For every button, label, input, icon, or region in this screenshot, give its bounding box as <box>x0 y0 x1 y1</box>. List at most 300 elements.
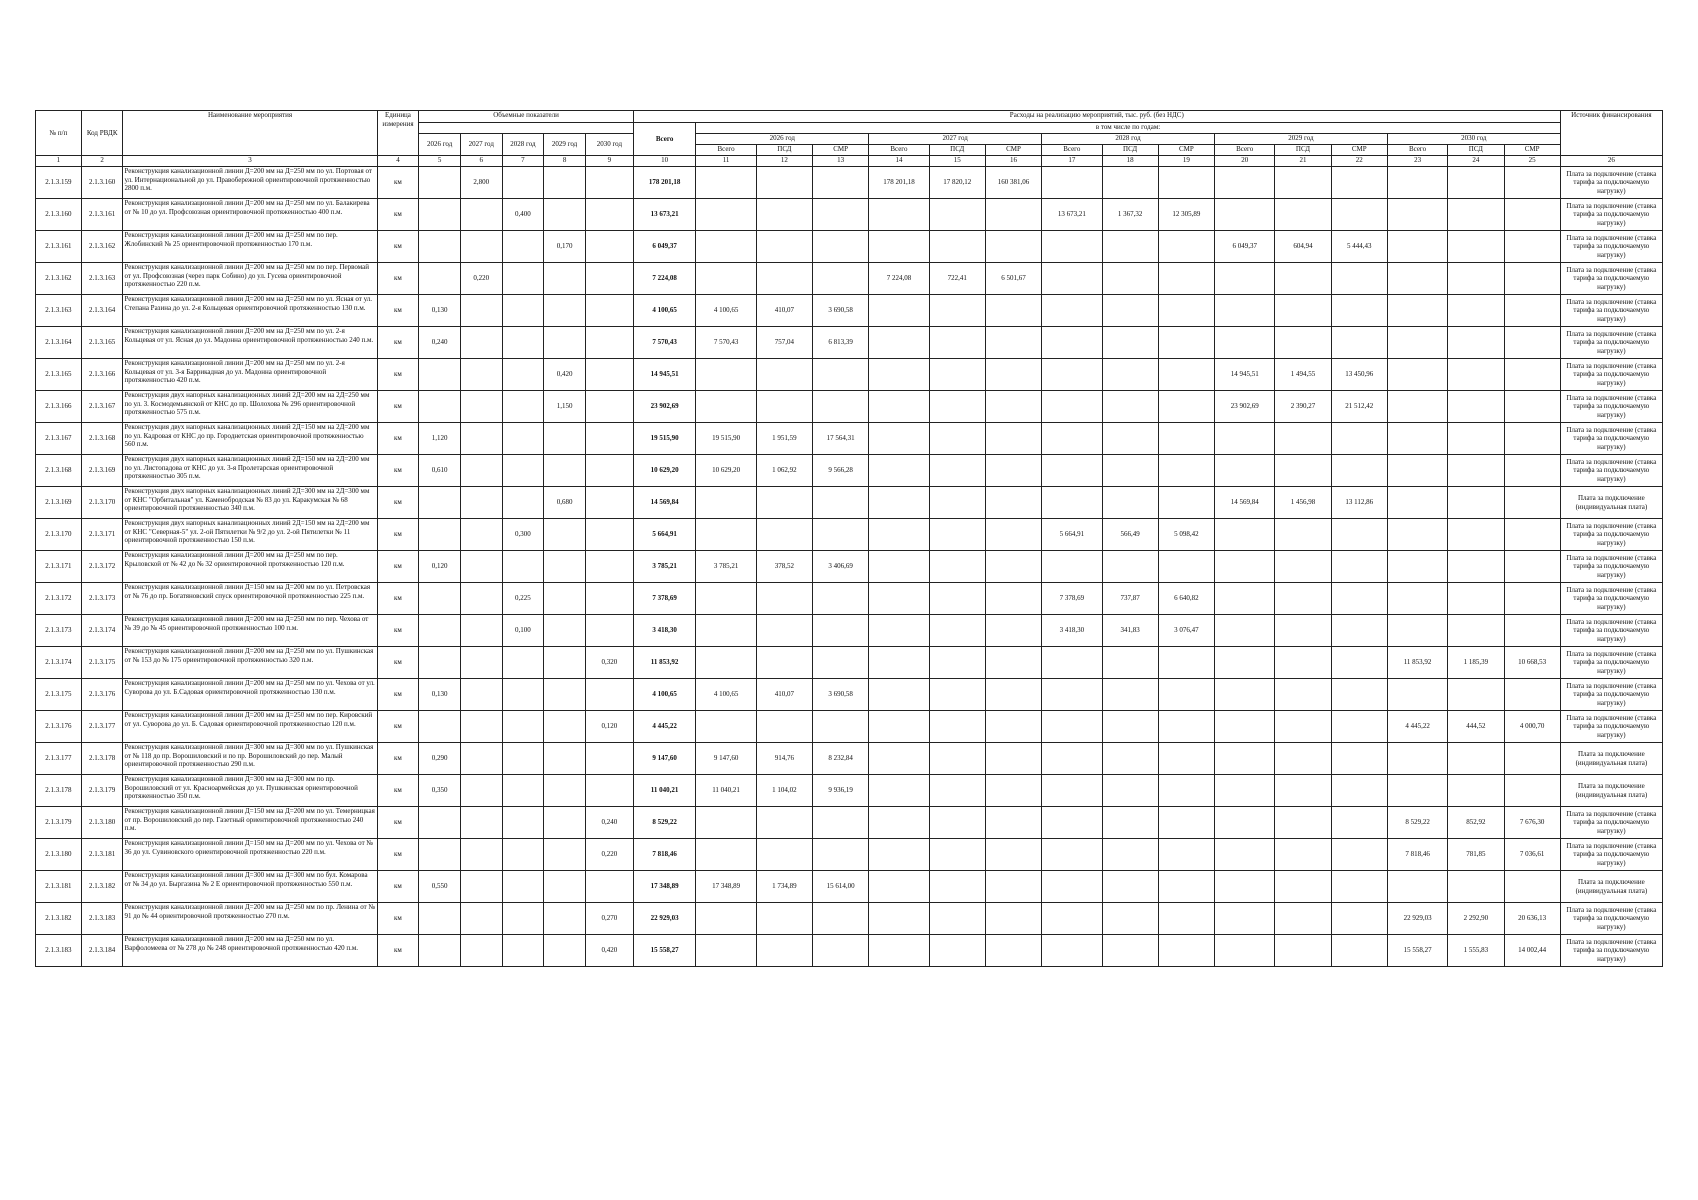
column-number: 4 <box>377 156 419 167</box>
row-year-smr: 7 676,30 <box>1504 807 1560 839</box>
row-code: 2.1.3.166 <box>81 359 123 391</box>
row-year-smr <box>813 839 869 871</box>
row-year-smr: 17 564,31 <box>813 423 869 455</box>
row-year-total <box>1042 231 1102 263</box>
row-year-smr <box>1504 423 1560 455</box>
row-year-smr: 14 002,44 <box>1504 935 1560 967</box>
row-year-psd: 781,85 <box>1448 839 1504 871</box>
row-volume <box>502 903 544 935</box>
row-year-psd <box>1448 679 1504 711</box>
row-year-psd <box>929 679 985 711</box>
table-row <box>36 647 1663 679</box>
row-year-total <box>696 583 756 615</box>
row-year-smr <box>813 263 869 295</box>
row-volume <box>460 519 502 551</box>
row-name: Реконструкция канализационной линии Д=200 мм на Д=250 мм по пер. Чехова от № 39 до № 45 ориентировочной протяженностью 100 п.м. <box>123 615 377 647</box>
row-year-psd <box>1448 583 1504 615</box>
row-volume <box>585 583 633 615</box>
row-year-smr <box>1331 199 1387 231</box>
row-year-total: 11 040,21 <box>696 775 756 807</box>
row-total: 23 902,69 <box>633 391 695 423</box>
header-sub-smr: СМР <box>985 145 1041 156</box>
row-year-psd <box>1102 775 1158 807</box>
row-year-psd <box>1275 775 1331 807</box>
row-volume: 0,400 <box>502 199 544 231</box>
row-volume <box>419 615 461 647</box>
row-source: Плата за подключение (ставка тарифа за подключаемую нагрузку) <box>1560 519 1662 551</box>
table-row <box>36 743 1663 775</box>
row-code: 2.1.3.171 <box>81 519 123 551</box>
row-volume <box>419 711 461 743</box>
row-year-psd <box>756 167 812 199</box>
row-year-psd <box>929 295 985 327</box>
row-volume <box>585 295 633 327</box>
column-number: 18 <box>1102 156 1158 167</box>
header-sub-total: Всего <box>869 145 929 156</box>
table-row <box>36 935 1663 967</box>
table-row <box>36 679 1663 711</box>
row-year-smr <box>1504 295 1560 327</box>
row-volume <box>419 359 461 391</box>
row-volume <box>544 743 586 775</box>
row-year-smr <box>985 647 1041 679</box>
row-year-smr <box>1158 263 1214 295</box>
row-year-total <box>869 551 929 583</box>
row-year-smr <box>1331 775 1387 807</box>
row-year-total <box>869 679 929 711</box>
row-volume: 0,100 <box>502 615 544 647</box>
row-number: 2.1.3.163 <box>36 295 82 327</box>
row-year-psd <box>1102 263 1158 295</box>
row-year-total <box>1387 519 1447 551</box>
row-year-smr: 6 640,82 <box>1158 583 1214 615</box>
row-unit: км <box>377 583 419 615</box>
row-year-smr <box>1331 743 1387 775</box>
row-unit: км <box>377 295 419 327</box>
row-volume <box>460 743 502 775</box>
row-year-total <box>1214 455 1274 487</box>
row-year-smr <box>813 199 869 231</box>
row-year-total <box>696 615 756 647</box>
row-volume <box>460 231 502 263</box>
row-year-smr <box>985 679 1041 711</box>
header-sub-total: Всего <box>1214 145 1274 156</box>
row-year-smr: 6 501,67 <box>985 263 1041 295</box>
row-volume <box>460 327 502 359</box>
row-unit: км <box>377 519 419 551</box>
header-source: Источник финансирования <box>1560 111 1662 156</box>
row-code: 2.1.3.179 <box>81 775 123 807</box>
row-total: 4 445,22 <box>633 711 695 743</box>
row-name: Реконструкция двух напорных канализационных линий 2Д=300 мм на 2Д=300 мм от КНС "Орбитальная" ул. Каменобродская № 83 до ул. Каракумская № 68 ориентировочной протяженностью 340 п.м. <box>123 487 377 519</box>
row-year-psd <box>1448 615 1504 647</box>
row-year-smr <box>813 167 869 199</box>
table-row <box>36 615 1663 647</box>
row-volume <box>502 391 544 423</box>
row-year-total <box>1387 391 1447 423</box>
row-year-psd: 1 062,92 <box>756 455 812 487</box>
row-year-psd <box>1102 231 1158 263</box>
row-number: 2.1.3.181 <box>36 871 82 903</box>
row-volume <box>502 455 544 487</box>
row-total: 4 100,65 <box>633 679 695 711</box>
row-year-total <box>1042 647 1102 679</box>
row-year-total <box>696 519 756 551</box>
row-year-psd <box>929 391 985 423</box>
row-year-smr <box>1331 519 1387 551</box>
row-year-psd <box>1102 295 1158 327</box>
row-year-psd <box>1102 679 1158 711</box>
row-volume: 2,800 <box>460 167 502 199</box>
row-year-psd <box>756 263 812 295</box>
row-unit: км <box>377 327 419 359</box>
row-year-total: 8 529,22 <box>1387 807 1447 839</box>
table-row <box>36 551 1663 583</box>
row-volume <box>585 775 633 807</box>
header-sub-total: Всего <box>1387 145 1447 156</box>
row-year-smr <box>1504 679 1560 711</box>
row-year-total <box>1042 711 1102 743</box>
column-number: 20 <box>1214 156 1274 167</box>
row-year-total <box>1042 423 1102 455</box>
row-year-smr <box>985 743 1041 775</box>
row-year-psd <box>756 519 812 551</box>
row-year-psd: 1 951,59 <box>756 423 812 455</box>
row-code: 2.1.3.169 <box>81 455 123 487</box>
row-year-smr <box>1158 647 1214 679</box>
row-unit: км <box>377 391 419 423</box>
row-year-psd <box>1102 903 1158 935</box>
row-name: Реконструкция канализационной линии Д=150 мм на Д=200 мм по ул. Петровская от № 76 до пр. Богатяновский спуск ориентировочной протяженностью 225 п.м. <box>123 583 377 615</box>
row-year-smr <box>985 903 1041 935</box>
row-year-total <box>1042 775 1102 807</box>
row-year-psd <box>1102 391 1158 423</box>
column-number: 22 <box>1331 156 1387 167</box>
row-year-psd <box>1102 487 1158 519</box>
row-name: Реконструкция канализационной линии Д=300 мм на Д=300 мм по пр. Ворошиловский от ул. Красноармейская до ул. Пушкинская ориентировочной протяженностью 350 п.м. <box>123 775 377 807</box>
row-volume <box>544 871 586 903</box>
row-year-total: 3 418,30 <box>1042 615 1102 647</box>
row-volume <box>502 327 544 359</box>
row-name: Реконструкция канализационной линии Д=300 мм на Д=300 мм по ул. Пушкинская от № 118 до пр. Ворошиловский и по пр. Ворошиловский до пер. Малый ориентировочной протяженностью 290 п.м. <box>123 743 377 775</box>
row-year-smr <box>1504 519 1560 551</box>
row-volume: 0,610 <box>419 455 461 487</box>
row-year-total <box>696 199 756 231</box>
row-volume <box>502 935 544 967</box>
row-year-psd <box>1448 231 1504 263</box>
row-year-total <box>1387 423 1447 455</box>
row-year-total <box>869 455 929 487</box>
header-exp-year: 2026 год <box>696 134 869 145</box>
row-year-psd <box>929 615 985 647</box>
row-volume <box>502 871 544 903</box>
row-year-psd <box>1448 551 1504 583</box>
row-unit: км <box>377 487 419 519</box>
row-year-psd <box>756 903 812 935</box>
row-year-total <box>1214 743 1274 775</box>
row-number: 2.1.3.183 <box>36 935 82 967</box>
header-vol-year: 2028 год <box>502 134 544 156</box>
row-name: Реконструкция канализационной линии Д=200 мм на Д=250 мм по ул. Ясная от ул. Степана Разина до ул. 2-я Кольцевая ориентировочной протяженностью 130 п.м. <box>123 295 377 327</box>
row-year-psd: 2 390,27 <box>1275 391 1331 423</box>
row-code: 2.1.3.174 <box>81 615 123 647</box>
row-year-smr <box>1331 871 1387 903</box>
row-year-total: 7 224,08 <box>869 263 929 295</box>
row-volume <box>544 807 586 839</box>
row-year-smr: 9 936,19 <box>813 775 869 807</box>
header-volume-spacer <box>419 123 634 134</box>
table-row <box>36 263 1663 295</box>
row-volume <box>585 551 633 583</box>
row-number: 2.1.3.182 <box>36 903 82 935</box>
row-year-psd <box>1102 647 1158 679</box>
row-volume <box>460 615 502 647</box>
table-row <box>36 167 1663 199</box>
row-volume <box>585 359 633 391</box>
row-source: Плата за подключение (ставка тарифа за подключаемую нагрузку) <box>1560 455 1662 487</box>
row-year-smr: 3 406,69 <box>813 551 869 583</box>
row-name: Реконструкция канализационной линии Д=150 мм на Д=200 мм по ул. Чехова от № 36 до ул. Сувиновского ориентировочной протяженностью 220 п.м. <box>123 839 377 871</box>
row-year-total <box>1042 455 1102 487</box>
header-vol-year: 2027 год <box>460 134 502 156</box>
row-volume <box>460 295 502 327</box>
row-year-smr <box>985 199 1041 231</box>
row-source: Плата за подключение (ставка тарифа за подключаемую нагрузку) <box>1560 935 1662 967</box>
row-source: Плата за подключение (индивидуальная плата) <box>1560 871 1662 903</box>
row-year-psd: 1 734,89 <box>756 871 812 903</box>
row-year-smr <box>813 487 869 519</box>
row-year-psd <box>929 231 985 263</box>
header-vol-year: 2026 год <box>419 134 461 156</box>
row-year-smr <box>985 583 1041 615</box>
row-year-psd <box>929 551 985 583</box>
row-year-smr: 160 381,06 <box>985 167 1041 199</box>
row-year-psd <box>1102 743 1158 775</box>
row-year-total: 10 629,20 <box>696 455 756 487</box>
header-sub-smr: СМР <box>1504 145 1560 156</box>
row-year-smr <box>1158 487 1214 519</box>
row-year-smr <box>985 807 1041 839</box>
row-year-smr: 12 305,89 <box>1158 199 1214 231</box>
row-year-total: 14 569,84 <box>1214 487 1274 519</box>
column-number: 5 <box>419 156 461 167</box>
row-year-total: 5 664,91 <box>1042 519 1102 551</box>
row-code: 2.1.3.175 <box>81 647 123 679</box>
row-year-smr <box>1504 199 1560 231</box>
row-volume <box>544 295 586 327</box>
row-year-total <box>869 231 929 263</box>
row-year-smr <box>813 903 869 935</box>
row-year-psd <box>1275 935 1331 967</box>
row-year-total: 4 100,65 <box>696 679 756 711</box>
header-sub-psd: ПСД <box>1448 145 1504 156</box>
table-row <box>36 199 1663 231</box>
row-year-psd <box>756 935 812 967</box>
row-volume <box>585 263 633 295</box>
row-year-smr <box>1331 263 1387 295</box>
row-volume <box>419 647 461 679</box>
row-total: 15 558,27 <box>633 935 695 967</box>
row-year-total: 15 558,27 <box>1387 935 1447 967</box>
row-year-psd <box>1102 359 1158 391</box>
row-year-total: 22 929,03 <box>1387 903 1447 935</box>
row-year-smr <box>985 231 1041 263</box>
row-year-psd <box>929 359 985 391</box>
row-year-total <box>1387 679 1447 711</box>
column-number: 24 <box>1448 156 1504 167</box>
row-volume <box>544 935 586 967</box>
row-volume <box>460 455 502 487</box>
table-row <box>36 711 1663 743</box>
row-year-psd <box>1275 903 1331 935</box>
row-total: 7 378,69 <box>633 583 695 615</box>
row-year-smr <box>1331 615 1387 647</box>
row-year-smr <box>985 455 1041 487</box>
row-volume: 0,270 <box>585 903 633 935</box>
row-volume <box>544 615 586 647</box>
row-year-total <box>1387 231 1447 263</box>
row-source: Плата за подключение (индивидуальная плата) <box>1560 743 1662 775</box>
table-row <box>36 775 1663 807</box>
table-row <box>36 423 1663 455</box>
row-year-smr <box>985 391 1041 423</box>
row-volume <box>460 359 502 391</box>
row-year-psd <box>756 359 812 391</box>
row-number: 2.1.3.174 <box>36 647 82 679</box>
row-year-psd <box>1102 327 1158 359</box>
header-exp-year: 2030 год <box>1387 134 1560 145</box>
table-row <box>36 455 1663 487</box>
row-year-psd: 737,87 <box>1102 583 1158 615</box>
row-year-total <box>696 391 756 423</box>
row-year-total <box>1214 935 1274 967</box>
row-year-psd <box>1102 839 1158 871</box>
row-year-psd <box>1102 871 1158 903</box>
row-year-total <box>696 807 756 839</box>
row-year-psd: 1 104,02 <box>756 775 812 807</box>
row-volume <box>460 871 502 903</box>
row-year-total <box>696 647 756 679</box>
row-name: Реконструкция канализационной линии Д=200 мм на Д=250 мм по пер. Кировский от ул. Суворова до ул. Б. Садовая ориентировочной протяженностью 120 п.м. <box>123 711 377 743</box>
row-year-psd: 410,07 <box>756 295 812 327</box>
row-year-smr <box>1158 935 1214 967</box>
row-year-total <box>1042 167 1102 199</box>
row-name: Реконструкция двух напорных канализационных линий 2Д=150 мм на 2Д=200 мм от КНС "Северная-5" ул. 2-ой Пятилетки № 9/2 до ул. 2-ой Пятилетки № 11 ориентировочной протяженностью 150 п.м. <box>123 519 377 551</box>
row-year-smr <box>1331 295 1387 327</box>
row-volume <box>419 583 461 615</box>
row-year-smr <box>1504 455 1560 487</box>
row-volume <box>460 583 502 615</box>
row-year-smr: 13 112,86 <box>1331 487 1387 519</box>
row-volume: 0,320 <box>585 647 633 679</box>
row-year-psd <box>1275 327 1331 359</box>
header-total: Всего <box>633 123 695 156</box>
row-unit: км <box>377 647 419 679</box>
row-year-psd <box>1448 487 1504 519</box>
row-year-smr <box>1158 711 1214 743</box>
row-code: 2.1.3.163 <box>81 263 123 295</box>
row-name: Реконструкция двух напорных канализационных линий 2Д=150 мм на 2Д=200 мм по ул. Листопадова от КНС до ул. 3-я Пролетарская ориентировочной протяженностью 305 п.м. <box>123 455 377 487</box>
row-year-psd <box>1275 711 1331 743</box>
row-year-psd <box>929 327 985 359</box>
row-year-psd <box>929 935 985 967</box>
row-unit: км <box>377 679 419 711</box>
row-year-psd: 1 555,83 <box>1448 935 1504 967</box>
row-code: 2.1.3.182 <box>81 871 123 903</box>
row-year-total: 11 853,92 <box>1387 647 1447 679</box>
row-year-psd <box>1275 423 1331 455</box>
row-year-psd <box>1275 743 1331 775</box>
column-number: 3 <box>123 156 377 167</box>
row-year-smr <box>985 615 1041 647</box>
row-year-psd <box>756 711 812 743</box>
row-unit: км <box>377 903 419 935</box>
row-year-psd <box>1275 583 1331 615</box>
row-unit: км <box>377 935 419 967</box>
row-number: 2.1.3.173 <box>36 615 82 647</box>
row-year-total <box>1042 359 1102 391</box>
row-year-total <box>869 295 929 327</box>
row-total: 22 929,03 <box>633 903 695 935</box>
row-year-psd <box>1275 167 1331 199</box>
header-by-years: в том числе по годам: <box>696 123 1560 134</box>
row-code: 2.1.3.162 <box>81 231 123 263</box>
row-volume <box>585 423 633 455</box>
row-year-total <box>1214 711 1274 743</box>
column-number: 7 <box>502 156 544 167</box>
row-year-smr <box>1158 359 1214 391</box>
row-volume <box>419 935 461 967</box>
row-year-total <box>1042 679 1102 711</box>
row-year-psd <box>1275 295 1331 327</box>
row-year-smr <box>985 359 1041 391</box>
row-volume: 0,170 <box>544 231 586 263</box>
row-year-smr <box>1504 231 1560 263</box>
row-year-smr: 7 036,61 <box>1504 839 1560 871</box>
column-number: 13 <box>813 156 869 167</box>
row-volume <box>502 807 544 839</box>
column-number: 17 <box>1042 156 1102 167</box>
row-total: 10 629,20 <box>633 455 695 487</box>
row-number: 2.1.3.178 <box>36 775 82 807</box>
row-source: Плата за подключение (ставка тарифа за подключаемую нагрузку) <box>1560 711 1662 743</box>
header-sub-psd: ПСД <box>929 145 985 156</box>
row-year-total <box>1214 423 1274 455</box>
row-volume <box>460 935 502 967</box>
row-year-total <box>1214 839 1274 871</box>
row-name: Реконструкция канализационной линии Д=200 мм на Д=250 мм по пер. Жлобинский № 25 ориентировочной протяженностью 170 п.м. <box>123 231 377 263</box>
row-number: 2.1.3.161 <box>36 231 82 263</box>
row-total: 11 040,21 <box>633 775 695 807</box>
row-volume <box>419 263 461 295</box>
row-volume <box>502 487 544 519</box>
row-year-smr: 3 690,58 <box>813 295 869 327</box>
row-source: Плата за подключение (ставка тарифа за подключаемую нагрузку) <box>1560 903 1662 935</box>
row-volume <box>544 711 586 743</box>
row-code: 2.1.3.176 <box>81 679 123 711</box>
row-year-smr <box>1331 903 1387 935</box>
row-year-total: 19 515,90 <box>696 423 756 455</box>
row-year-total <box>1387 871 1447 903</box>
row-year-smr <box>1331 583 1387 615</box>
row-year-psd <box>1448 263 1504 295</box>
row-source: Плата за подключение (ставка тарифа за подключаемую нагрузку) <box>1560 615 1662 647</box>
column-number: 2 <box>81 156 123 167</box>
row-year-total <box>1042 871 1102 903</box>
row-year-smr: 6 813,39 <box>813 327 869 359</box>
row-volume: 0,120 <box>585 711 633 743</box>
row-year-psd <box>1448 359 1504 391</box>
